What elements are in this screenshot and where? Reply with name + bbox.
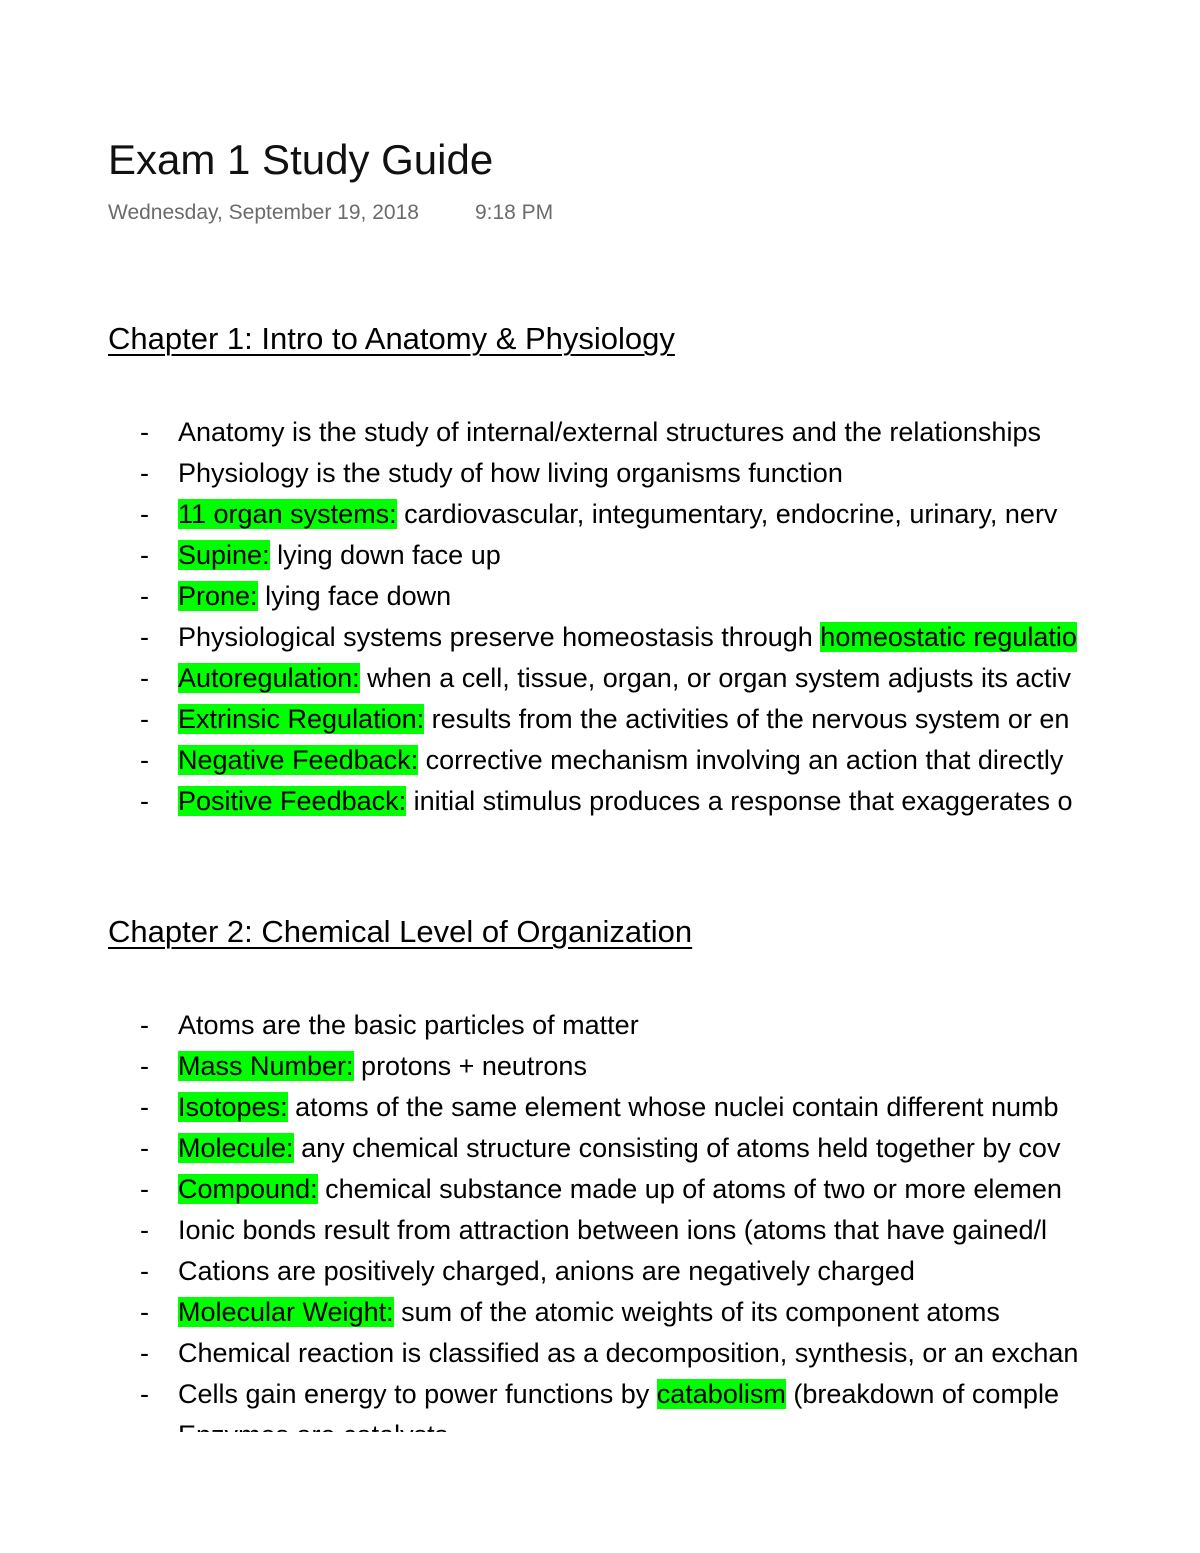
- bullet-dash: -: [140, 1379, 149, 1409]
- list-item: [0, 1046, 1200, 1087]
- item-text: Atoms are the basic particles of matter: [178, 1010, 639, 1040]
- item-text: sum of the atomic weights of its component atoms: [393, 1297, 1000, 1327]
- chapter-1-list: [0, 412, 1200, 822]
- list-item: [0, 781, 1200, 822]
- item-text: initial stimulus produces a response that exaggerates o: [406, 786, 1073, 816]
- list-item: [0, 699, 1200, 740]
- item-text: Anatomy is the study of internal/external structures and the relationships: [178, 417, 1041, 447]
- list-item: [0, 1005, 1200, 1046]
- bullet-dash: -: [140, 663, 149, 693]
- bullet-dash: -: [140, 745, 149, 775]
- item-text: protons + neutrons: [353, 1051, 587, 1081]
- chapter-2-list: [0, 1005, 1200, 1456]
- item-text: Chemical reaction is classified as a decomposition, synthesis, or an exchan: [178, 1338, 1079, 1368]
- highlighted-term: catabolism: [656, 1379, 786, 1409]
- list-item: [0, 494, 1200, 535]
- bullet-dash: -: [140, 1215, 149, 1245]
- item-text: Cells gain energy to power functions by: [178, 1379, 657, 1409]
- bullet-dash: -: [140, 1051, 149, 1081]
- bullet-dash: -: [140, 1010, 149, 1040]
- item-text: corrective mechanism involving an action that directly: [418, 745, 1064, 775]
- highlighted-term: Molecular Weight:: [178, 1297, 394, 1327]
- list-item: [0, 1292, 1200, 1333]
- list-item: [0, 412, 1200, 453]
- bullet-dash: -: [140, 1133, 149, 1163]
- item-text: (breakdown of comple: [785, 1379, 1059, 1409]
- item-text: chemical substance made up of atoms of two or more elemen: [317, 1174, 1062, 1204]
- bullet-dash: -: [140, 704, 149, 734]
- bullet-dash: -: [140, 1174, 149, 1204]
- bullet-dash: -: [140, 786, 149, 816]
- bullet-dash: -: [140, 1256, 149, 1286]
- item-text: Ionic bonds result from attraction between ions (atoms that have gained/l: [178, 1215, 1047, 1245]
- item-text: Physiology is the study of how living organisms function: [178, 458, 843, 488]
- highlighted-term: 11 organ systems:: [178, 499, 397, 529]
- list-item: [0, 1210, 1200, 1251]
- bullet-dash: -: [140, 417, 149, 447]
- item-text: Physiological systems preserve homeostasis through: [178, 622, 821, 652]
- list-item: [0, 1251, 1200, 1292]
- list-item: [0, 576, 1200, 617]
- bullet-dash: -: [140, 540, 149, 570]
- chapter-2-heading: Chapter 2: Chemical Level of Organization: [108, 914, 693, 949]
- list-item: [0, 453, 1200, 494]
- item-text: lying face down: [257, 581, 452, 611]
- chapter-1-heading: Chapter 1: Intro to Anatomy & Physiology: [108, 321, 675, 356]
- highlighted-term: Extrinsic Regulation:: [178, 704, 425, 734]
- highlighted-term: Compound:: [178, 1174, 318, 1204]
- bullet-dash: -: [140, 581, 149, 611]
- highlighted-term: Molecule:: [178, 1133, 294, 1163]
- highlighted-term: Autoregulation:: [178, 663, 360, 693]
- note-meta: [108, 199, 553, 227]
- list-item: [0, 1087, 1200, 1128]
- note-date: Wednesday, September 19, 2018: [108, 201, 419, 224]
- list-item: [0, 1333, 1200, 1374]
- list-item: [0, 617, 1200, 658]
- highlighted-term: Negative Feedback:: [178, 745, 419, 775]
- bullet-dash: -: [140, 458, 149, 488]
- item-text: any chemical structure consisting of atoms held together by cov: [293, 1133, 1061, 1163]
- list-item: [0, 1169, 1200, 1210]
- highlighted-term: Isotopes:: [178, 1092, 288, 1122]
- item-text: atoms of the same element whose nuclei contain different numb: [287, 1092, 1059, 1122]
- page-cutoff: [0, 1432, 1200, 1553]
- page-title: Exam 1 Study Guide: [108, 136, 494, 183]
- list-item: [0, 1128, 1200, 1169]
- bullet-dash: -: [140, 1338, 149, 1368]
- highlighted-term: Supine:: [178, 540, 270, 570]
- highlighted-term: Positive Feedback:: [178, 786, 407, 816]
- item-text: Cations are positively charged, anions are negatively charged: [178, 1256, 915, 1286]
- highlighted-term: Prone:: [178, 581, 258, 611]
- item-text: when a cell, tissue, organ, or organ system adjusts its activ: [359, 663, 1071, 693]
- item-text: cardiovascular, integumentary, endocrine, urinary, nerv: [396, 499, 1058, 529]
- highlighted-term: homeostatic regulatio: [820, 622, 1077, 652]
- bullet-dash: -: [140, 1092, 149, 1122]
- bullet-dash: -: [140, 622, 149, 652]
- bullet-dash: -: [140, 499, 149, 529]
- note-time: 9:18 PM: [474, 201, 554, 224]
- bullet-dash: -: [140, 1297, 149, 1327]
- list-item: [0, 740, 1200, 781]
- item-text: lying down face up: [269, 540, 501, 570]
- item-text: results from the activities of the nervous system or en: [424, 704, 1070, 734]
- list-item: [0, 535, 1200, 576]
- list-item: [0, 1374, 1200, 1415]
- list-item: [0, 658, 1200, 699]
- highlighted-term: Mass Number:: [178, 1051, 354, 1081]
